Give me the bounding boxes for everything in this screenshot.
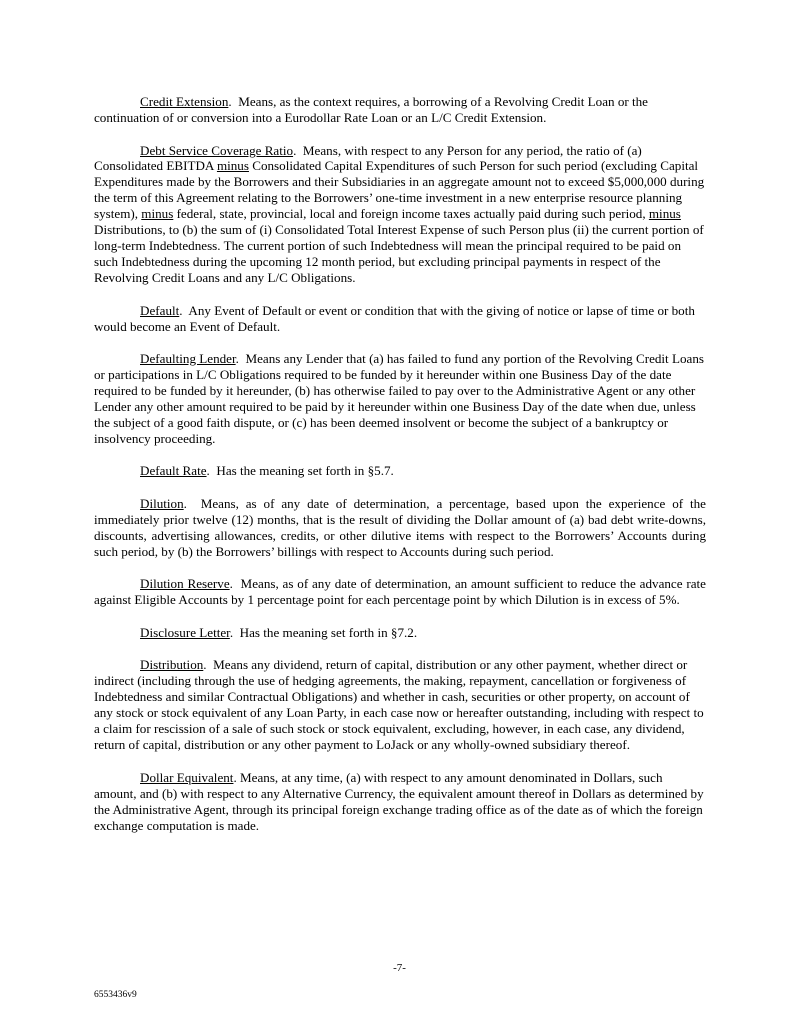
definition-text: Means any dividend, return of capital, distribution or any other payment, whether direct or indirect (including through the use of hedging agreements, the making, repayment, cancellation or forgiveness of Indebtedness and similar Contractual Obligations) and whether in cash, securities or other property, on account of any stock or stock equivalent of any Loan Party, in each case now or hereafter outstanding, including with respect to a claim for rescission of a sale of such stock or stock equivalent, excluding, however, in each case, any dividend, return of capital, distribution or any other payment to LoJack or any wholly-owned subsidiary thereof. — [94, 657, 704, 753]
definition-text: Means any Lender that (a) has failed to fund any portion of the Revolving Credit Loans or participations in L/C Obligations required to be funded by it hereunder within one Business Day of the date required to be funded by it hereunder, (b) has otherwise failed to pay over to the Administrative Agent or any other Lender any other amount required to be paid by it hereunder within one Business Day of the date when due, unless the subject of a good faith dispute, or (c) has been deemed insolvent or become the subject of a bankruptcy or insolvency proceeding. — [94, 351, 704, 446]
definition-text: Any Event of Default or event or condition that with the giving of notice or lapse of time or both would become an Event of Default. — [94, 302, 695, 334]
definition-defaulting-lender: Defaulting Lender. Means any Lender that (a) has failed to fund any portion of the Revolving Credit Loans or participations in L/C Obligations required to be funded by it hereunder within one Business Day of the date required to be funded by it hereunder, (b) has otherwise failed to pay over to the Administrative Agent or any other Lender any other amount required to be paid by it hereunder within one Business Day of the date when due, unless the subject of a good faith dispute, or (c) has been deemed insolvent or become the subject of a bankruptcy or insolvency proceeding. — [94, 351, 704, 446]
definition-dilution: Dilution. Means, as of any date of determination, a percentage, based upon the experience of the immediately prior twelve (12) months, that is the result of dividing the Dollar amount of (a) bad debt write-downs, discounts, advertising allowances, credits, or other dilutive items with respect to the Borrowers’ Accounts during such period, by (b) the Borrowers’ billings with respect to Accounts during such period. — [94, 496, 706, 559]
definition-dollar-equivalent: Dollar Equivalent. Means, at any time, (a) with respect to any amount denominated in Dollars, such amount, and (b) with respect to any Alternative Currency, the equivalent amount thereof in Dollars as determined by the Administrative Agent, through its principal foreign exchange trading office as of the date as of which the foreign exchange computation is made. — [94, 769, 704, 833]
minus-term: minus — [141, 206, 174, 222]
definition-credit-extension: Credit Extension. Means, as the context requires, a borrowing of a Revolving Credit Loan or the continuation of or conversion into a Eurodollar Rate Loan or an L/C Credit Extension. — [94, 94, 648, 125]
defined-term: Default Rate — [140, 463, 207, 479]
definition-text: Distributions, to (b) the sum of (i) Consolidated Total Interest Expense of such Person plus (ii) the current portion of long-term Indebtedness. The current portion of such Indebtedness will mean the principal required to be paid on such Indebtedness during the upcoming 12 month period, but excluding principal payments in respect of the Revolving Credit Loans and any L/C Obligations. — [94, 222, 704, 286]
definition-text: Has the meaning set forth in §5.7. — [216, 463, 394, 479]
definition-text: Has the meaning set forth in §7.2. — [239, 624, 418, 640]
definition-default: Default. Any Event of Default or event or condition that with the giving of notice or lapse of time or both would become an Event of Default. — [94, 302, 695, 334]
defined-term: Dollar Equivalent — [140, 769, 234, 785]
definition-text: federal, state, provincial, local and foreign income taxes actually paid during such period, — [173, 206, 649, 222]
definition-text: Means, as the context requires, a borrowing of a Revolving Credit Loan or the continuation of or conversion into a Eurodollar Rate Loan or an L/C Credit Extension. — [94, 94, 648, 125]
definition-text: Means, as of any date of determination, a percentage, based upon the experience of the immediately prior twelve (12) months, that is the result of dividing the Dollar amount of (a) bad debt write-downs, discounts, advertising allowances, credits, or other dilutive items with respect to the Borrowers’ Accounts during such period, by (b) the Borrowers’ billings with respect to Accounts during such period. — [94, 496, 706, 559]
document-body — [94, 94, 706, 850]
defined-term: Disclosure Letter — [140, 624, 230, 640]
definition-disclosure-letter: Disclosure Letter. Has the meaning set forth in §7.2. — [140, 624, 418, 640]
definition-debt-service-coverage-ratio: Debt Service Coverage Ratio. Means, with respect to any Person for any period, the ratio of (a) Consolidated EBITDA minus Consolidated Capital Expenditures of such Person for such period (excluding Capital Expenditures made by the Borrowers and their Subsidiaries in an aggregate amount not to exceed $5,000,000 during the term of this Agreement relating to the Borrowers’ one-time investment in a new enterprise resource planning system), minus federal, state, provincial, local and foreign income taxes actually paid during such period, minus Distributions, to (b) the sum of (i) Consolidated Total Interest Expense of such Person plus (ii) the current portion of long-term Indebtedness. The current portion of such Indebtedness will mean the principal required to be paid on such Indebtedness during the upcoming 12 month period, but excluding principal payments in respect of the Revolving Credit Loans and any L/C Obligations. — [94, 142, 705, 286]
definition-text: Means, at any time, (a) with respect to any amount denominated in Dollars, such amount, and (b) with respect to any Alternative Currency, the equivalent amount thereof in Dollars as determined by the Administrative Agent, through its principal foreign exchange trading office as of the date as of which the foreign exchange computation is made. — [94, 769, 704, 833]
definition-text: Consolidated Capital Expenditures of such Person for such period (excluding Capital Expenditures made by the Borrowers and their Subsidiaries in an aggregate amount not to exceed $5,000,000 during the term of this Agreement relating to the Borrowers’ one-time investment in a new enterprise resource planning system), — [94, 158, 705, 222]
defined-term: Dilution Reserve — [140, 576, 230, 592]
defined-term: Debt Service Coverage Ratio — [140, 142, 294, 158]
minus-term: minus — [216, 158, 249, 174]
defined-term: Dilution — [140, 496, 184, 512]
definition-distribution: Distribution. Means any dividend, return of capital, distribution or any other payment, whether direct or indirect (including through the use of hedging agreements, the making, repayment, cancellation or forgiveness of Indebtedness and similar Contractual Obligations) and whether in cash, securities or other property, on account of any stock or stock equivalent of any Loan Party, in each case now or hereafter outstanding, including with respect to a claim for rescission of a sale of such stock or stock equivalent, excluding, however, in each case, any dividend, return of capital, distribution or any other payment to LoJack or any wholly-owned subsidiary thereof. — [94, 657, 704, 753]
document-id: 6553436v9 — [94, 990, 137, 1000]
definition-dilution-reserve: Dilution Reserve. Means, as of any date of determination, an amount sufficient to reduce the advance rate against Eligible Accounts by 1 percentage point for each percentage point by which Dilution is in excess of 5%. — [94, 576, 706, 608]
defined-term: Distribution — [140, 657, 204, 673]
definition-text: Means, as of any date of determination, an amount sufficient to reduce the advance rate against Eligible Accounts by 1 percentage point for each percentage point by which Dilution is in excess of 5%. — [94, 576, 706, 608]
definition-default-rate: Default Rate. Has the meaning set forth in §5.7. — [140, 463, 394, 479]
defined-term: Defaulting Lender — [140, 351, 236, 367]
minus-term: minus — [648, 206, 681, 222]
page-number: -7- — [393, 962, 406, 974]
defined-term: Credit Extension — [140, 94, 229, 109]
defined-term: Default — [140, 302, 180, 318]
definition-text: Means, with respect to any Person for any period, the ratio of (a) Consolidated EBITDA — [94, 142, 642, 174]
